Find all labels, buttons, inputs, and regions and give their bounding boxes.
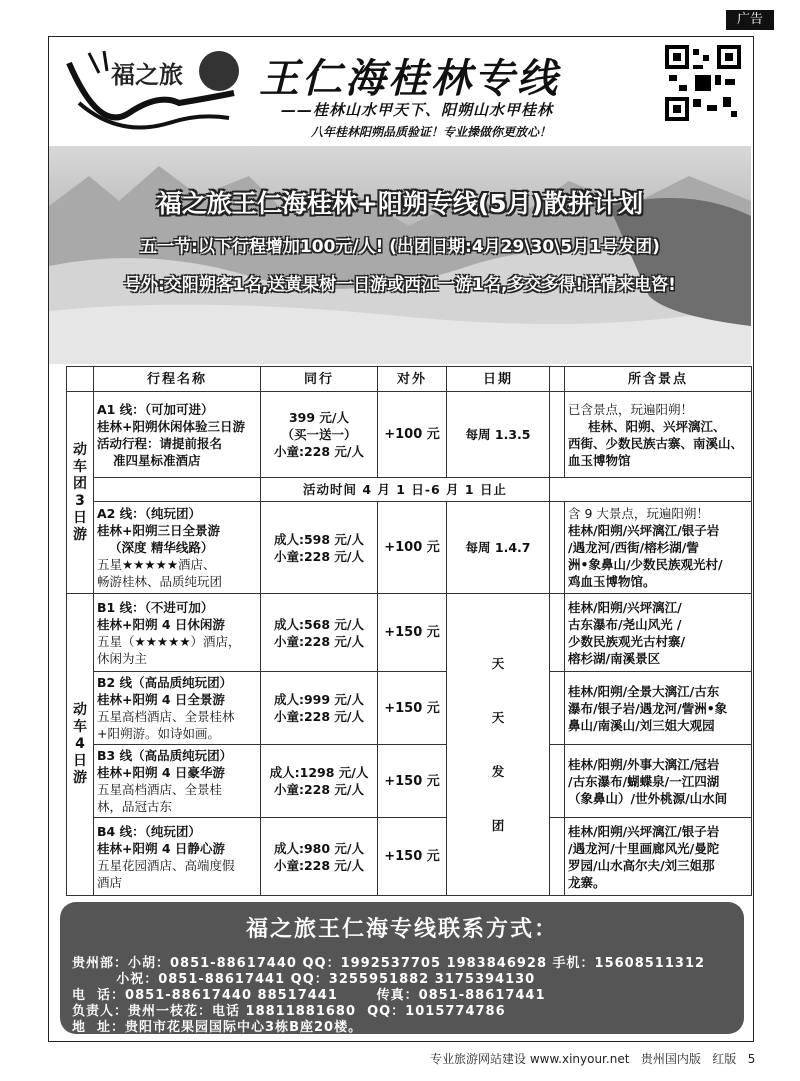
route-name: B2 线（高品质纯玩团） 桂林+阳朔 4 日全景游 五星高档酒店、全景桂林 +阳朔游。如诗如画。 xyxy=(94,672,261,745)
route-retail-plus: +150 元 xyxy=(378,672,447,745)
gap-cell xyxy=(550,594,565,672)
header-sights: 所含景点 xyxy=(565,367,752,392)
route-sights: 桂林/阳朔/兴坪漓江/银子岩 /遇龙河/十里画廊风光/曼陀 罗园/山水高尔夫/刘三姐那 龙寨。 xyxy=(565,818,752,896)
route-name: B4 线：（纯玩团） 桂林+阳朔 4 日静心游 五星花园酒店、高端度假 酒店 xyxy=(94,818,261,896)
contact-title: 福之旅王仁海专线联系方式： xyxy=(245,917,558,942)
logo-text: 福之旅 xyxy=(111,60,183,89)
header xyxy=(49,37,751,145)
activity-row xyxy=(67,478,752,502)
table-row xyxy=(67,818,752,896)
main-title: 王仁海桂林专线 xyxy=(259,55,560,102)
gap-cell xyxy=(550,502,565,594)
table-row xyxy=(67,672,752,745)
route-date: 每周 1.4.7 xyxy=(447,502,550,594)
route-price: 成人:1298 元/人 小童:228 元/人 xyxy=(261,745,378,818)
contact-line: 小祝：0851-88617441 QQ：3255951882 3175394130 xyxy=(72,972,536,987)
banner xyxy=(49,146,751,364)
table-row xyxy=(67,392,752,478)
route-price: 成人:568 元/人 小童:228 元/人 xyxy=(261,594,378,672)
header-date: 日期 xyxy=(447,367,550,392)
route-price: 399 元/人 （买一送一） 小童:228 元/人 xyxy=(261,392,378,478)
header-peer-price: 同行 xyxy=(261,367,378,392)
table-row xyxy=(67,502,752,594)
route-sights: 桂林/阳朔/外事大漓江/冠岩 /古东瀑布/蝴蝶泉/一江四湖 （象鼻山）/世外桃源/山水间 xyxy=(565,745,752,818)
page-footer: 专业旅游网站建设 www.xinyour.net 贵州国内版 红版 5 xyxy=(430,1052,756,1066)
route-sights: 桂林/阳朔/全景大漓江/古东 瀑布/银子岩/遇龙河/訾洲•象 鼻山/南溪山/刘三姐大观园 xyxy=(565,672,752,745)
route-name: A2 线：（纯玩团） 桂林+阳朔三日全景游 （深度 精华线路） 五星★★★★★酒店、 畅游桂林、品质纯玩团 xyxy=(94,502,261,594)
table-header-row xyxy=(67,367,752,392)
group-4day-label: 动车4日游 xyxy=(67,594,94,896)
gap-cell xyxy=(550,672,565,745)
activity-blank xyxy=(94,478,261,502)
contact-line: 贵州部：小胡：0851-88617440 QQ：1992537705 1983846928 手机：15608511312 xyxy=(72,956,706,971)
route-price: 成人:598 元/人 小童:228 元/人 xyxy=(261,502,378,594)
header-route: 行程名称 xyxy=(94,367,261,392)
route-retail-plus: +150 元 xyxy=(378,818,447,896)
qr-code-icon xyxy=(665,45,741,121)
activity-note: 活动时间 4 月 1 日-6 月 1 日止 xyxy=(261,478,550,502)
contact-box xyxy=(60,902,744,1034)
route-price: 成人:999 元/人 小童:228 元/人 xyxy=(261,672,378,745)
route-retail-plus: +150 元 xyxy=(378,745,447,818)
logo xyxy=(59,43,243,143)
route-sights: 桂林/阳朔/兴坪漓江/ 古东瀑布/尧山风光 / 少数民族观光古村寨/ 榕杉湖/南溪景区 xyxy=(565,594,752,672)
slogan: ——桂林山水甲天下、阳朔山水甲桂林 xyxy=(281,101,554,119)
table-row xyxy=(67,594,752,672)
route-retail-plus: +100 元 xyxy=(378,502,447,594)
route-name: B1 线：（不进可加） 桂林+阳朔 4 日休闲游 五星（★★★★★）酒店， 休闲为主 xyxy=(94,594,261,672)
route-sights: 已含景点，玩遍阳朔！ 桂林、阳朔、兴坪漓江、 西街、少数民族古寨、南溪山、 血玉博物馆 xyxy=(565,392,752,478)
holiday-notice: 五一节:以下行程增加100元/人! (出团日期:4月29\30\5月1号发团) xyxy=(140,237,660,257)
plan-title: 福之旅王仁海桂林+阳朔专线(5月)散拼计划 xyxy=(156,189,644,218)
ad-tag: 广告 xyxy=(726,10,774,30)
route-name: A1 线：（可加可进） 桂林+阳朔休闲体验三日游 活动行程：请提前报名 准四星标准酒店 xyxy=(94,392,261,478)
routes-table xyxy=(66,366,752,896)
gap-cell xyxy=(550,745,565,818)
header-blank xyxy=(67,367,94,392)
header-gap xyxy=(550,367,565,392)
contact-line: 电 话：0851-88617440 88517441 传真：0851-88617441 xyxy=(72,988,546,1003)
route-retail-plus: +150 元 xyxy=(378,594,447,672)
route-price: 成人:980 元/人 小童:228 元/人 xyxy=(261,818,378,896)
contact-line: 负责人：贵州一枝花：电话 18811881680 QQ：1015774786 xyxy=(72,1004,506,1019)
sub-slogan: 八年桂林阳朔品质验证！专业操做你更放心！ xyxy=(311,125,552,139)
route-sights: 含 9 大景点，玩遍阳朔！ 桂林/阳朔/兴坪漓江/银子岩 /遇龙河/西街/榕杉湖/訾 洲•象鼻山/少数民族观光村/ 鸡血玉博物馆。 xyxy=(565,502,752,594)
gap-cell xyxy=(550,818,565,896)
daily-departure: 天 天 发 团 xyxy=(447,594,550,896)
bonus-notice: 号外:交阳朔客1名,送黄果树一日游或西江一游1名,多交多得!详情来电咨! xyxy=(124,275,676,295)
route-name: B3 线（高品质纯玩团） 桂林+阳朔 4 日豪华游 五星高档酒店、全景桂 林，品冠古东 xyxy=(94,745,261,818)
header-retail: 对外 xyxy=(378,367,447,392)
route-retail-plus: +100 元 xyxy=(378,392,447,478)
table-row xyxy=(67,745,752,818)
activity-right-blank xyxy=(550,478,752,502)
contact-line: 地 址：贵阳市花果园国际中心3栋B座20楼。 xyxy=(72,1020,363,1035)
gap-cell xyxy=(550,392,565,478)
route-date: 每周 1.3.5 xyxy=(447,392,550,478)
group-3day-label: 动车团3日游 xyxy=(67,392,94,594)
